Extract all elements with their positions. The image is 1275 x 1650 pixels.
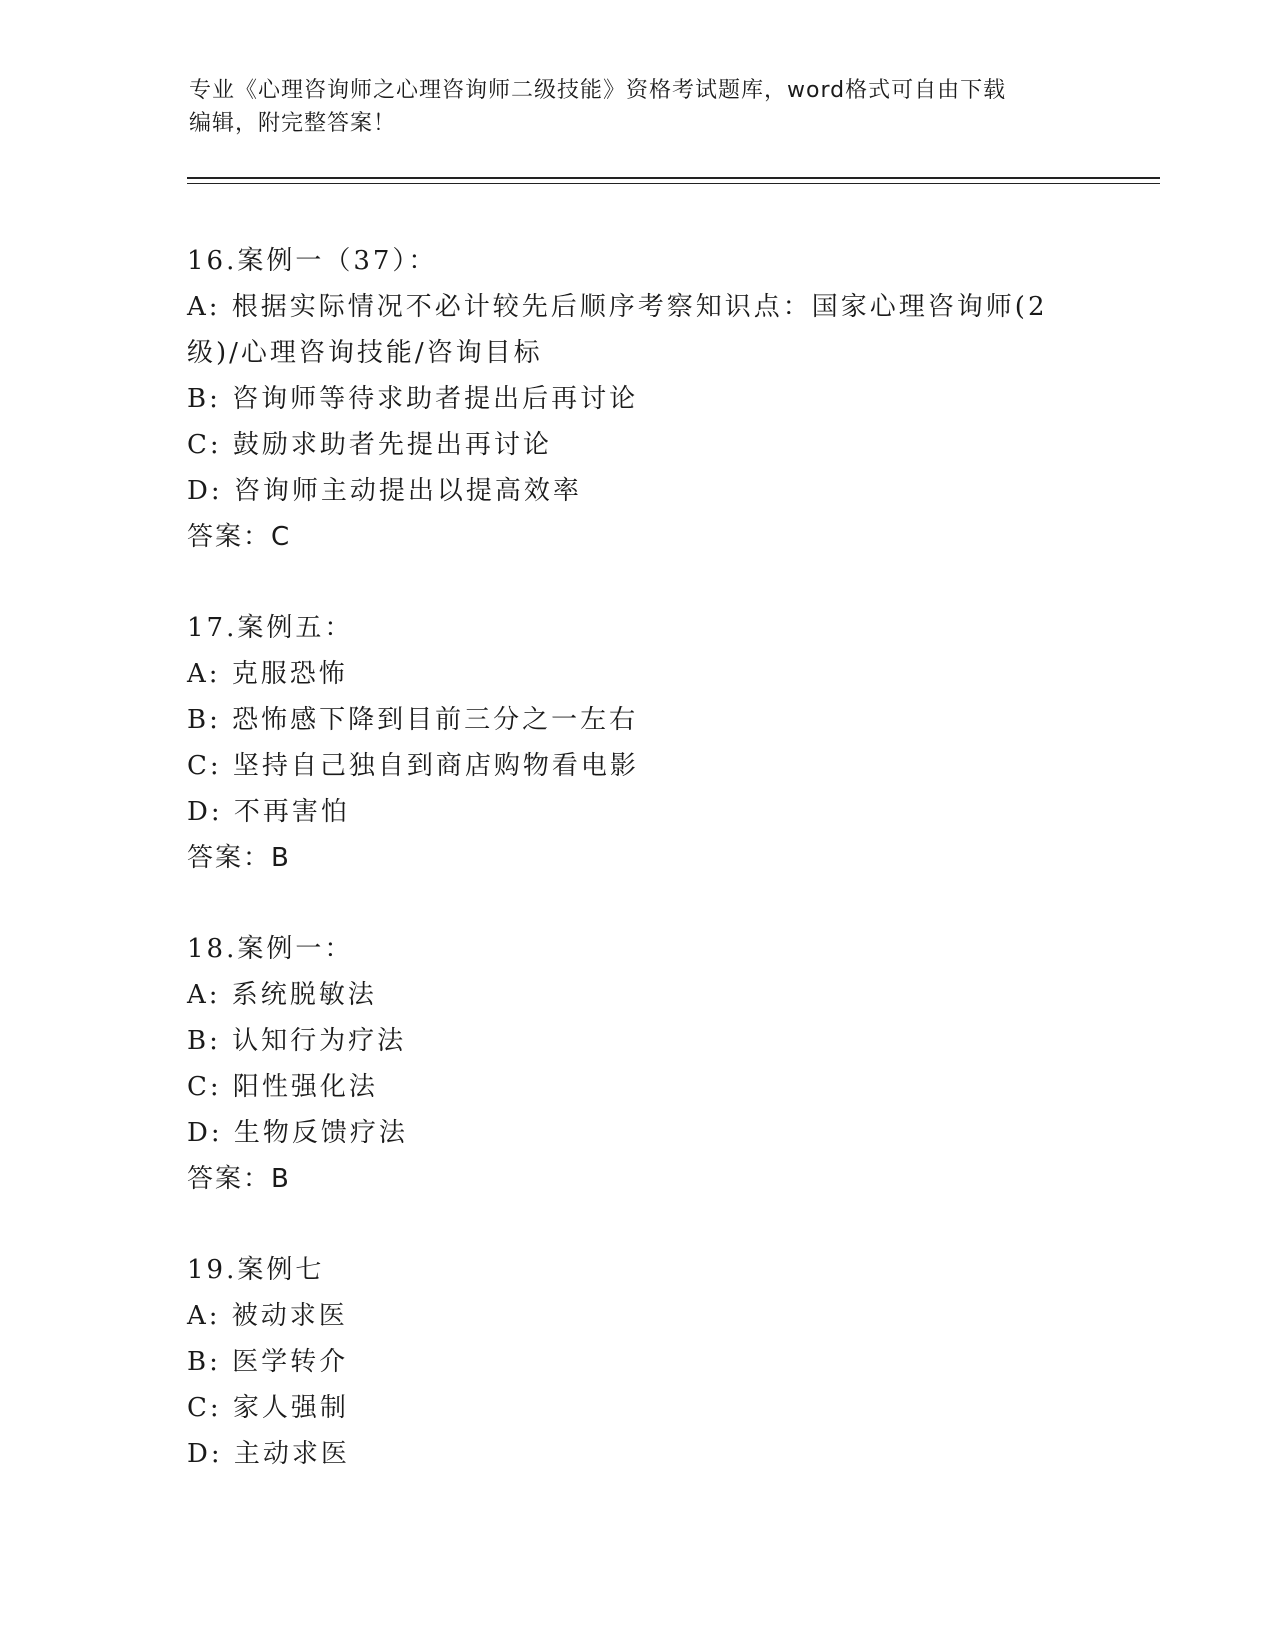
option-c: C: 阳性强化法	[187, 1072, 378, 1102]
question-list	[187, 238, 1087, 1522]
option-a: A: 被动求医	[187, 1301, 348, 1331]
question-stem: 16.案例一（37）：	[187, 246, 438, 276]
header-line-2: 编辑，附完整答案！	[189, 111, 397, 136]
question-18	[187, 926, 1087, 1202]
option-b: B: 咨询师等待求助者提出后再讨论	[187, 384, 639, 414]
option-c: C: 坚持自己独自到商店购物看电影	[187, 751, 639, 781]
answer: 答案：C	[187, 522, 292, 552]
option-a: A: 克服恐怖	[187, 659, 348, 689]
question-stem: 18.案例一：	[187, 934, 354, 964]
question-stem: 17.案例五：	[187, 613, 354, 643]
option-b: B: 恐怖感下降到目前三分之一左右	[187, 705, 639, 735]
option-d: D: 不再害怕	[187, 797, 350, 827]
option-a: A: 根据实际情况不必计较先后顺序考察知识点：国家心理咨询师(2级)/心理咨询技能/咨询目标	[187, 292, 1048, 368]
question-stem: 19.案例七	[187, 1255, 325, 1285]
option-b: B: 医学转介	[187, 1347, 349, 1377]
header-rule-thick	[187, 177, 1160, 179]
question-16	[187, 238, 1087, 560]
option-c: C: 鼓励求助者先提出再讨论	[187, 430, 552, 460]
answer: 答案：B	[187, 843, 291, 873]
document-header	[189, 74, 1089, 140]
option-d: D: 主动求医	[187, 1439, 350, 1469]
header-line-1: 专业《心理咨询师之心理咨询师二级技能》资格考试题库，word格式可自由下载	[189, 78, 1007, 103]
question-19	[187, 1247, 1087, 1477]
option-d: D: 生物反馈疗法	[187, 1118, 408, 1148]
option-a: A: 系统脱敏法	[187, 980, 377, 1010]
option-b: B: 认知行为疗法	[187, 1026, 407, 1056]
answer: 答案：B	[187, 1164, 291, 1194]
question-17	[187, 605, 1087, 881]
option-c: C: 家人强制	[187, 1393, 349, 1423]
option-d: D: 咨询师主动提出以提高效率	[187, 476, 582, 506]
header-rule-thin	[187, 183, 1160, 184]
